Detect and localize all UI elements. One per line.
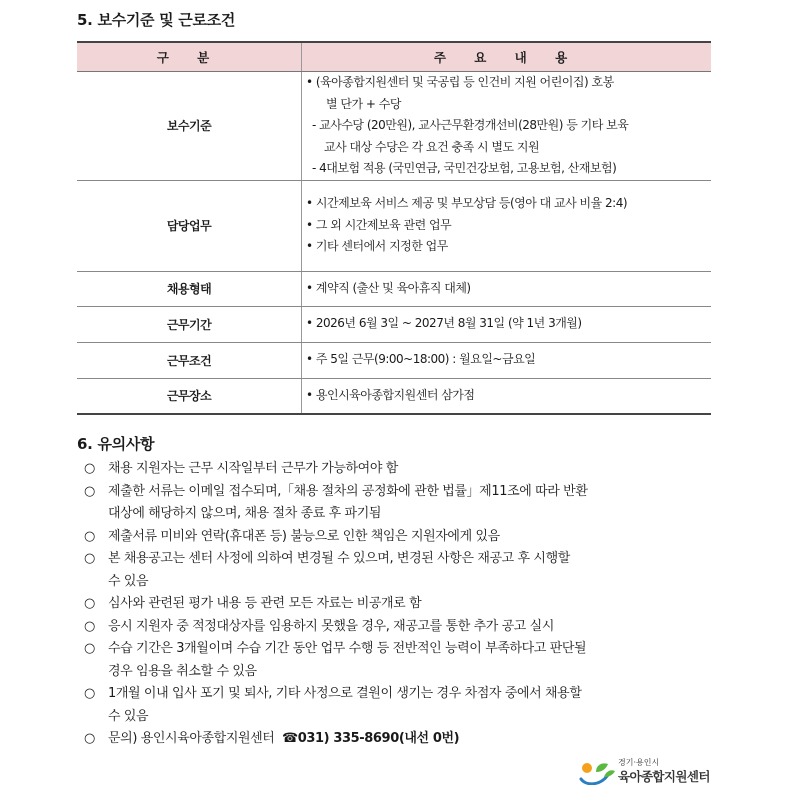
circle-bullet-icon: ○ (84, 686, 95, 701)
content-line: • 시간제보육 서비스 제공 및 부모상담 등(영아 대 교사 비율 2:4) (306, 196, 628, 211)
content-line: 별 단가 + 수당 (326, 96, 401, 111)
content-line: • 용인시육아종합지원센터 삼가점 (306, 388, 475, 402)
list-item: ○ 제출서류 미비와 연락(휴대폰 등) 불능으로 인한 책임은 지원자에게 있음 (84, 526, 734, 549)
circle-bullet-icon: ○ (84, 551, 95, 566)
content-line: • (육아종합지원센터 및 국공립 등 인건비 지원 어린이집) 호봉 (306, 75, 614, 89)
section-5-title: 5. 보수기준 및 근로조건 (77, 11, 236, 29)
circle-bullet-icon: ○ (84, 618, 95, 634)
row-label: 보수기준 (77, 72, 302, 181)
content-line: - 4대보험 적용 (국민연금, 국민건강보험, 고용보험, 산재보험) (312, 161, 617, 175)
table-row (77, 271, 711, 306)
contact-phone: ☎031) 335-8690(내선 0번) (281, 731, 460, 746)
content-line: • 2026년 6월 3일 ~ 2027년 8월 31일 (약 1년 3개월) (306, 316, 582, 331)
content-line: • 계약직 (출산 및 육아휴직 대체) (306, 280, 471, 295)
circle-bullet-icon: ○ (84, 483, 95, 499)
logo-title: 육아종합지원센터 (618, 769, 710, 784)
row-content (302, 271, 712, 306)
list-item: ○ 제출한 서류는 이메일 접수되며,「채용 절차의 공정화에 관한 법률」제11조에 따라 반환 대상에 해당하지 않으며, 채용 절차 종료 후 파기됨 (84, 481, 734, 526)
contact-item (84, 728, 734, 751)
content-line: • 기타 센터에서 지정한 업무 (306, 239, 448, 254)
table-row (77, 342, 711, 378)
list-item: ○ 심사와 관련된 평가 내용 등 관련 모든 자료는 비공개로 함 (84, 593, 734, 616)
row-label: 근무기간 (77, 306, 302, 342)
circle-bullet-icon: ○ (84, 641, 95, 656)
row-label: 근무장소 (77, 378, 302, 414)
table-row (77, 378, 711, 414)
list-item: ○ 수습 기간은 3개월이며 수습 기간 동안 업무 수행 등 전반적인 능력이 부족하다고 판단될 경우 임용을 취소할 수 있음 (84, 638, 734, 683)
circle-bullet-icon: ○ (84, 731, 95, 746)
list-item: ○ 응시 지원자 중 적정대상자를 임용하지 못했을 경우, 재공고를 통한 추가 공고 실시 (84, 616, 734, 639)
center-logo (578, 757, 718, 787)
row-label: 채용형태 (77, 271, 302, 306)
circle-bullet-icon: ○ (84, 596, 95, 611)
table-row (77, 180, 711, 271)
circle-bullet-icon: ○ (84, 528, 95, 544)
list-item: ○ 채용 지원자는 근무 시작일부터 근무가 가능하여야 함 (84, 458, 734, 481)
row-content (302, 180, 712, 271)
row-content (302, 342, 712, 378)
content-line: • 주 5일 근무(9:00~18:00) : 월요일~금요일 (306, 352, 536, 367)
conditions-table (77, 41, 711, 415)
row-content (302, 306, 712, 342)
row-content (302, 378, 712, 414)
logo-mark-icon (578, 759, 616, 785)
list-item: ○ 1개월 이내 입사 포기 및 퇴사, 기타 사정으로 결원이 생기는 경우 차점자 중에서 채용할 수 있음 (84, 683, 734, 728)
table-header-row (77, 42, 711, 72)
section-6-title: 6. 유의사항 (77, 435, 155, 453)
row-label: 근무조건 (77, 342, 302, 378)
table-row (77, 72, 711, 181)
header-content: 주 요 내 용 (302, 42, 712, 72)
circle-bullet-icon: ○ (84, 461, 95, 476)
logo-subtitle: 경기·용인시 (618, 758, 660, 767)
content-line: • 그 외 시간제보육 관련 업무 (306, 217, 452, 232)
row-content (302, 72, 712, 181)
content-line: 교사 대상 수당은 각 요건 충족 시 별도 지원 (324, 139, 540, 154)
row-label: 담당업무 (77, 180, 302, 271)
list-item: ○ 본 채용공고는 센터 사정에 의하여 변경될 수 있으며, 변경된 사항은 재공고 후 시행할 수 있음 (84, 548, 734, 593)
table-row (77, 306, 711, 342)
header-category: 구 분 (77, 42, 302, 72)
notes-list (84, 458, 734, 751)
content-line: - 교사수당 (20만원), 교사근무환경개선비(28만원) 등 기타 보육 (312, 118, 629, 132)
contact-prefix: 문의) 용인시육아종합지원센터 (108, 731, 275, 746)
